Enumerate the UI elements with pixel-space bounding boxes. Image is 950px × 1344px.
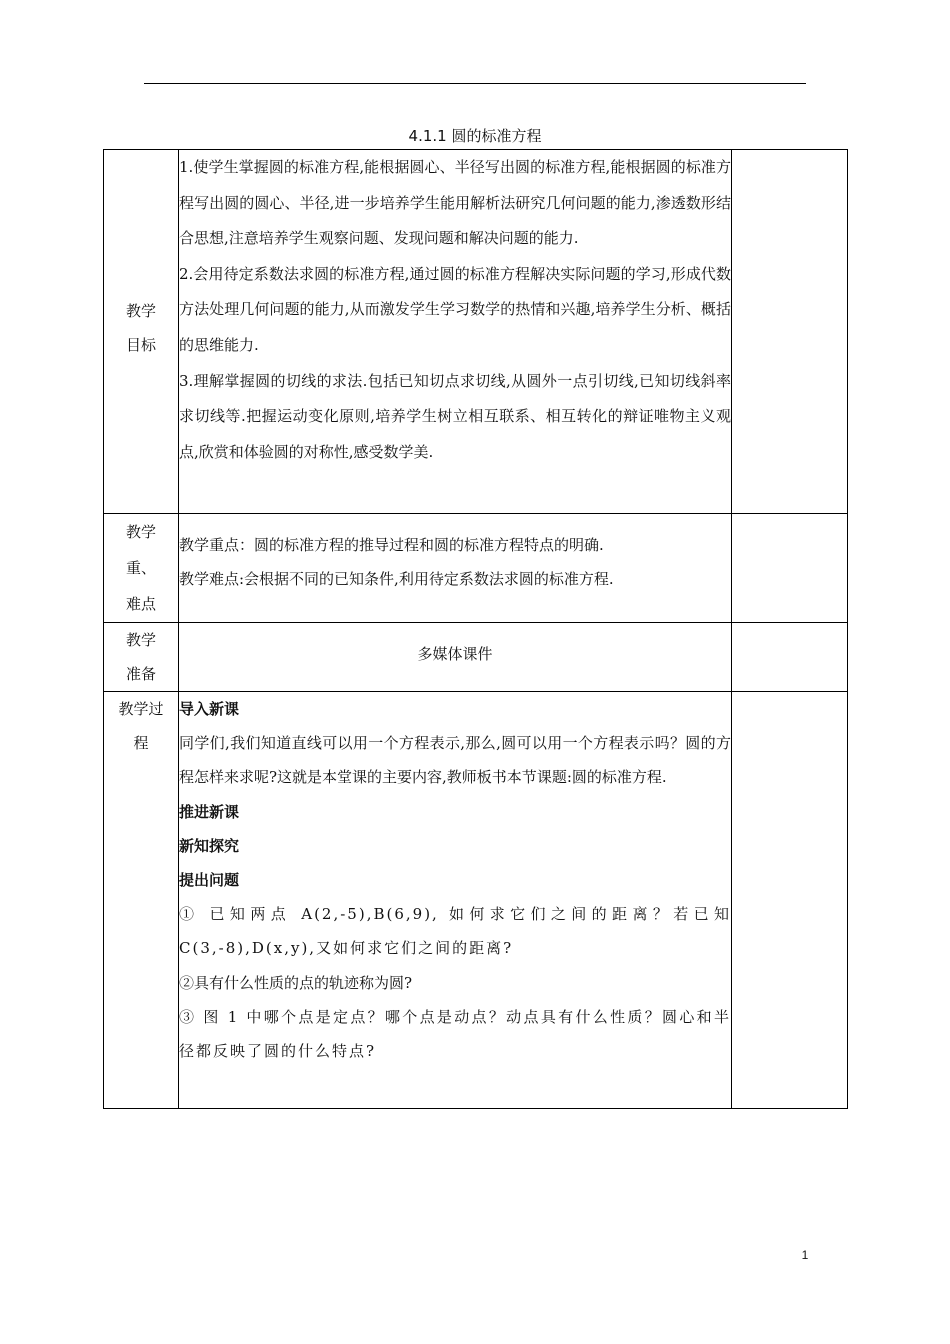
preparation-label-line1: 教学 [125, 631, 156, 649]
objectives-notes-cell [732, 150, 848, 514]
heading-explore: 新知探究 [179, 836, 240, 855]
heading-advance: 推进新课 [179, 802, 240, 821]
objectives-label-line1: 教学 [125, 302, 156, 320]
question-1: ① 已知两点 A(2,-5),B(6,9), 如何求它们之间的距离？若已知 C(3,-8),D(x,y),又如何求它们之间的距离? [179, 905, 731, 958]
objectives-label-line2: 目标 [125, 336, 156, 354]
key-points-notes-cell [732, 514, 848, 623]
lesson-plan-table [103, 149, 848, 1109]
key-point: 教学重点：圆的标准方程的推导过程和圆的标准方程特点的明确. [179, 536, 604, 554]
difficult-point: 教学难点:会根据不同的已知条件,利用待定系数法求圆的标准方程. [179, 570, 614, 588]
preparation-notes-cell [732, 623, 848, 692]
process-notes-cell [732, 692, 848, 1109]
objective-2: 2.会用待定系数法求圆的标准方程,通过圆的标准方程解决实际问题的学习,形成代数方法处理几何问题的能力,从而激发学生学习数学的热情和兴趣,培养学生分析、概括的思维能力. [179, 264, 731, 354]
objective-3: 3.理解掌握圆的切线的求法.包括已知切点求切线,从圆外一点引切线,已知切线斜率求切线等.把握运动变化原则,培养学生树立相互联系、相互转化的辩证唯物主义观点,欣赏和体验圆的对称性,感受数学美. [179, 371, 731, 461]
key-points-label-line2: 重、 [125, 559, 156, 577]
process-content [179, 692, 732, 1109]
page-number: 1 [801, 1248, 809, 1262]
document-title: 4.1.1 圆的标准方程 [408, 127, 542, 145]
process-label-line1: 教学过 [118, 700, 164, 718]
preparation-label-line2: 准备 [125, 665, 156, 683]
process-label-line2: 程 [133, 734, 149, 752]
key-points-label-line1: 教学 [125, 523, 156, 541]
preparation-row [104, 623, 848, 692]
preparation-content [179, 623, 732, 692]
header-rule [144, 83, 806, 84]
key-points-label [104, 514, 179, 623]
key-points-label-line3: 难点 [125, 595, 156, 613]
preparation-label [104, 623, 179, 692]
preparation-text: 多媒体课件 [417, 645, 493, 663]
question-3: ③ 图 1 中哪个点是定点？哪个点是动点？动点具有什么性质？圆心和半径都反映了圆的什么特点? [179, 1007, 731, 1061]
key-points-content [179, 514, 732, 623]
process-row [104, 692, 848, 1109]
heading-questions: 提出问题 [179, 871, 240, 890]
key-points-row [104, 514, 848, 623]
process-label [104, 692, 179, 1109]
heading-intro: 导入新课 [179, 700, 240, 718]
objectives-row [104, 150, 848, 514]
objective-1: 1.使学生掌握圆的标准方程,能根据圆心、半径写出圆的标准方程,能根据圆的标准方程写出圆的圆心、半径,进一步培养学生能用解析法研究几何问题的能力,渗透数形结合思想,注意培养学生观察问题、发现问题和解决问题的能力. [179, 158, 731, 248]
intro-text: 同学们,我们知道直线可以用一个方程表示,那么,圆可以用一个方程表示吗？圆的方程怎样来求呢?这就是本堂课的主要内容,教师板书本节课题:圆的标准方程. [179, 734, 731, 787]
objectives-label [104, 150, 179, 514]
objectives-content [179, 150, 732, 514]
question-2: ②具有什么性质的点的轨迹称为圆? [179, 973, 413, 992]
